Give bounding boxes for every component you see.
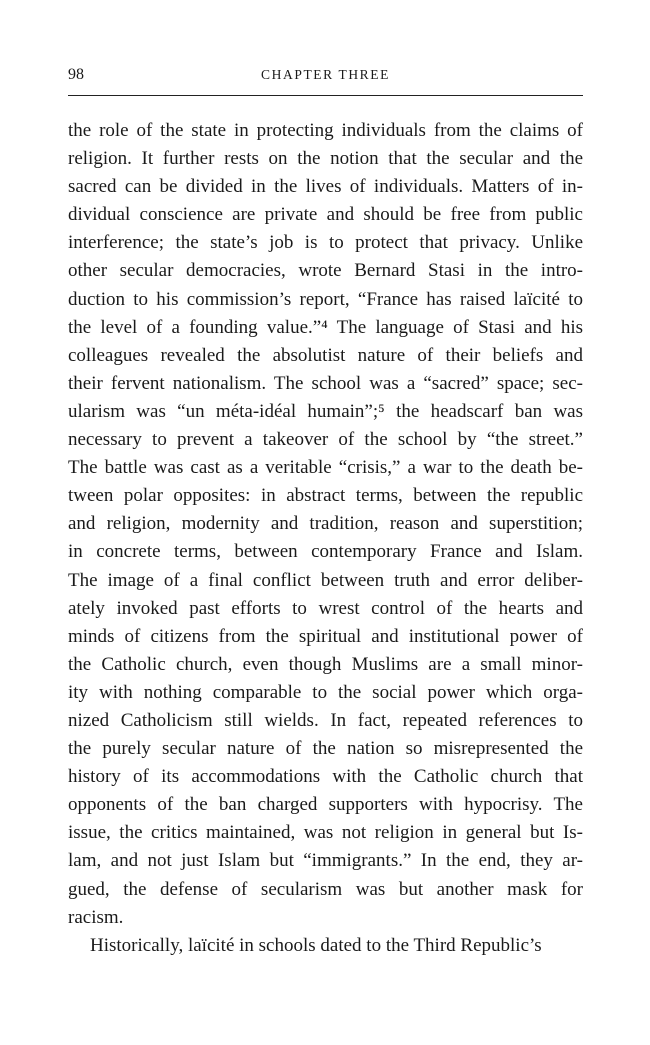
paragraph-first-line: Historically, laïcité in schools dated to the Third Republic’s bbox=[90, 934, 542, 956]
body-text bbox=[68, 117, 583, 960]
text-line: dividual conscience are private and should be free from public bbox=[68, 204, 583, 226]
text-line: opponents of the ban charged supporters with hypocrisy. The bbox=[68, 794, 583, 816]
text-line: sacred can be divided in the lives of individuals. Matters of in- bbox=[68, 176, 583, 198]
text-line: issue, the critics maintained, was not religion in general but Is- bbox=[68, 822, 583, 844]
header-rule bbox=[68, 95, 583, 96]
text-line: ately invoked past efforts to wrest control of the hearts and bbox=[68, 597, 583, 619]
page-number: 98 bbox=[68, 66, 84, 83]
text-line: gued, the defense of secularism was but another mask for bbox=[68, 878, 583, 900]
text-line: other secular democracies, wrote Bernard Stasi in the intro- bbox=[68, 260, 583, 282]
text-line: ity with nothing comparable to the social power which orga- bbox=[68, 681, 583, 703]
running-head: CHAPTER THREE bbox=[261, 67, 390, 82]
text-line: The battle was cast as a veritable “crisis,” a war to the death be- bbox=[68, 457, 583, 479]
text-line: interference; the state’s job is to protect that privacy. Unlike bbox=[68, 232, 583, 254]
text-line: the role of the state in protecting individuals from the claims of bbox=[68, 120, 583, 141]
text-line: ularism was “un méta-idéal humain”;⁵ the headscarf ban was bbox=[68, 400, 583, 422]
text-line: duction to his commission’s report, “France has raised laïcité to bbox=[68, 288, 583, 310]
text-line: their fervent nationalism. The school was a “sacred” space; sec- bbox=[68, 372, 583, 394]
paragraph-end-line: racism. bbox=[68, 906, 124, 928]
page-header bbox=[68, 64, 583, 86]
text-line: The image of a final conflict between truth and error deliber- bbox=[68, 569, 583, 591]
text-line: lam, and not just Islam but “immigrants.” In the end, they ar- bbox=[68, 850, 583, 872]
text-line: in concrete terms, between contemporary France and Islam. bbox=[68, 541, 583, 563]
text-line: tween polar opposites: in abstract terms, between the republic bbox=[68, 485, 583, 507]
text-line: the level of a founding value.”⁴ The language of Stasi and his bbox=[68, 316, 583, 338]
text-line: the Catholic church, even though Muslims are a small minor- bbox=[68, 653, 583, 675]
text-line: history of its accommodations with the Catholic church that bbox=[68, 766, 583, 788]
text-line: the purely secular nature of the nation so misrepresented the bbox=[68, 738, 583, 760]
text-line: and religion, modernity and tradition, reason and superstition; bbox=[68, 513, 583, 535]
text-line: minds of citizens from the spiritual and institutional power of bbox=[68, 625, 583, 647]
text-line: religion. It further rests on the notion that the secular and the bbox=[68, 148, 583, 170]
text-line: colleagues revealed the absolutist nature of their beliefs and bbox=[68, 344, 583, 366]
text-line: necessary to prevent a takeover of the school by “the street.” bbox=[68, 429, 583, 451]
text-line: nized Catholicism still wields. In fact, repeated references to bbox=[68, 709, 583, 731]
